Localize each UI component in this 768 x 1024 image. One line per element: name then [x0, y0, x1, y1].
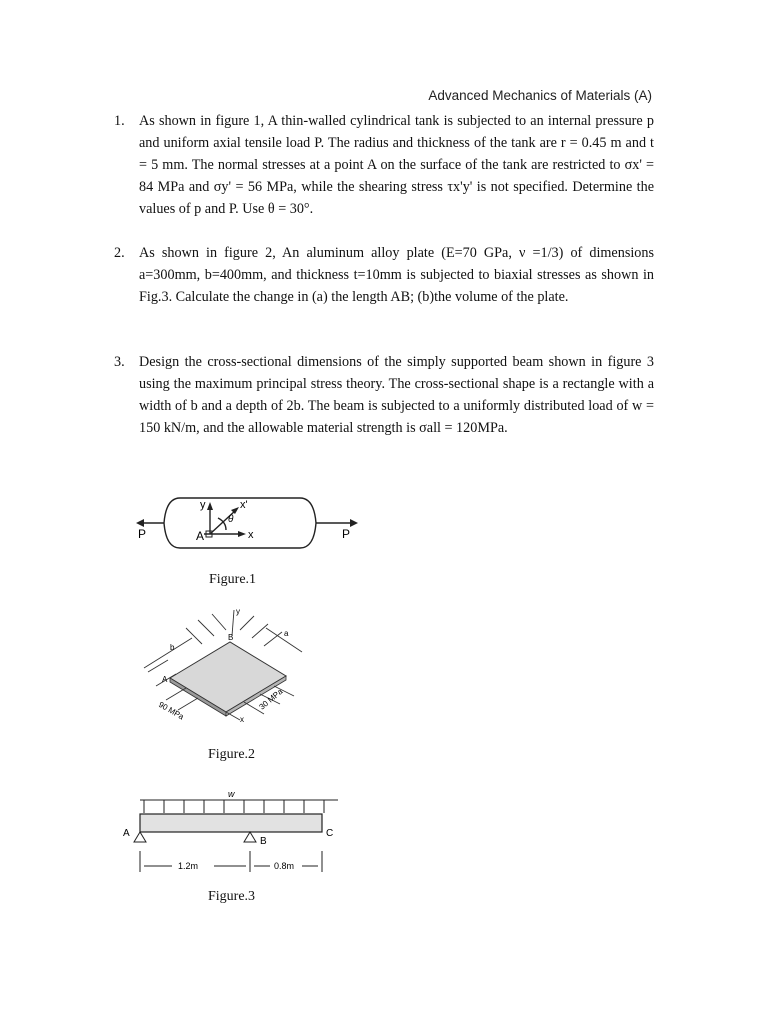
dimension-b-line — [144, 638, 192, 668]
dim-b-label: b — [170, 643, 175, 652]
axis-x-label: x — [248, 529, 254, 541]
figure-2-caption: Figure.2 — [208, 747, 256, 762]
problem-2 — [114, 242, 654, 308]
angle-label: θ — [228, 514, 234, 525]
problem-number: 1. — [114, 113, 125, 129]
stress-y-label: 30 MPa — [257, 686, 285, 712]
load-label-left: P — [138, 527, 147, 541]
figure-3-caption: Figure.3 — [208, 889, 256, 904]
beam — [140, 814, 322, 832]
figure-1-caption: Figure.1 — [209, 572, 257, 587]
dim-a-label: a — [284, 629, 289, 638]
page-header: Advanced Mechanics of Materials (A) — [428, 88, 652, 103]
stress-x-label: 90 MPa — [157, 699, 186, 722]
problem-3 — [114, 351, 654, 439]
problem-1 — [114, 110, 654, 220]
figure-3-beam-diagram — [120, 786, 350, 878]
support-a-pin — [134, 832, 146, 842]
problem-text: As shown in figure 2, An aluminum alloy plate (E=70 GPa, ν =1/3) of dimensions a=300mm, b=400mm, and thickness t=10mm is subjected to biaxial stresses as shown in Fig.3. Calculate the change in (a) the length AB; (b)the volume of the plate. — [139, 245, 654, 305]
problem-number: 3. — [114, 354, 125, 370]
load-label-right: P — [342, 527, 351, 541]
problem-text: Design the cross-sectional dimensions of the simply supported beam shown in figure 3 using the maximum principal stress theory. The cross-sectional shape is a rectangle with a width of b and a depth of 2b. The beam is subjected to a uniformly distributed load of w = 150 kN/m, and the allowable material strength is σall = 120MPa. — [139, 354, 654, 436]
axis-x-label: x — [240, 715, 244, 722]
axis-y-label: y — [236, 607, 240, 616]
x-axis-line — [226, 712, 240, 720]
axis-y-label: y — [200, 499, 206, 511]
problem-text: As shown in figure 1, A thin-walled cylindrical tank is subjected to an internal pressure p and uniform axial tensile load P. The radius and thickness of the tank are r = 0.45 m and t = 5 mm. The normal stresses at a point A on the surface of the tank are restricted to σx' = 84 MPa and σy' = 56 MPa, while the shearing stress τx'y' is not specified. Determine the values of p and P. Use θ = 30°. — [139, 113, 654, 217]
point-label: A — [196, 529, 205, 543]
end-c-label: C — [326, 828, 334, 839]
corner-b-label: B — [228, 633, 234, 642]
figure-1-tank-diagram — [132, 488, 364, 558]
load-label: w — [228, 789, 235, 799]
span-ab-label: 1.2m — [178, 861, 199, 871]
corner-a-label: A — [162, 675, 168, 684]
axis-x-prime-label: x' — [240, 499, 248, 511]
problem-number: 2. — [114, 245, 125, 261]
support-b-roller — [244, 832, 256, 842]
support-a-label: A — [123, 828, 130, 839]
span-bc-label: 0.8m — [274, 861, 295, 871]
support-b-label: B — [260, 836, 267, 847]
figure-2-plate-diagram — [136, 606, 306, 722]
